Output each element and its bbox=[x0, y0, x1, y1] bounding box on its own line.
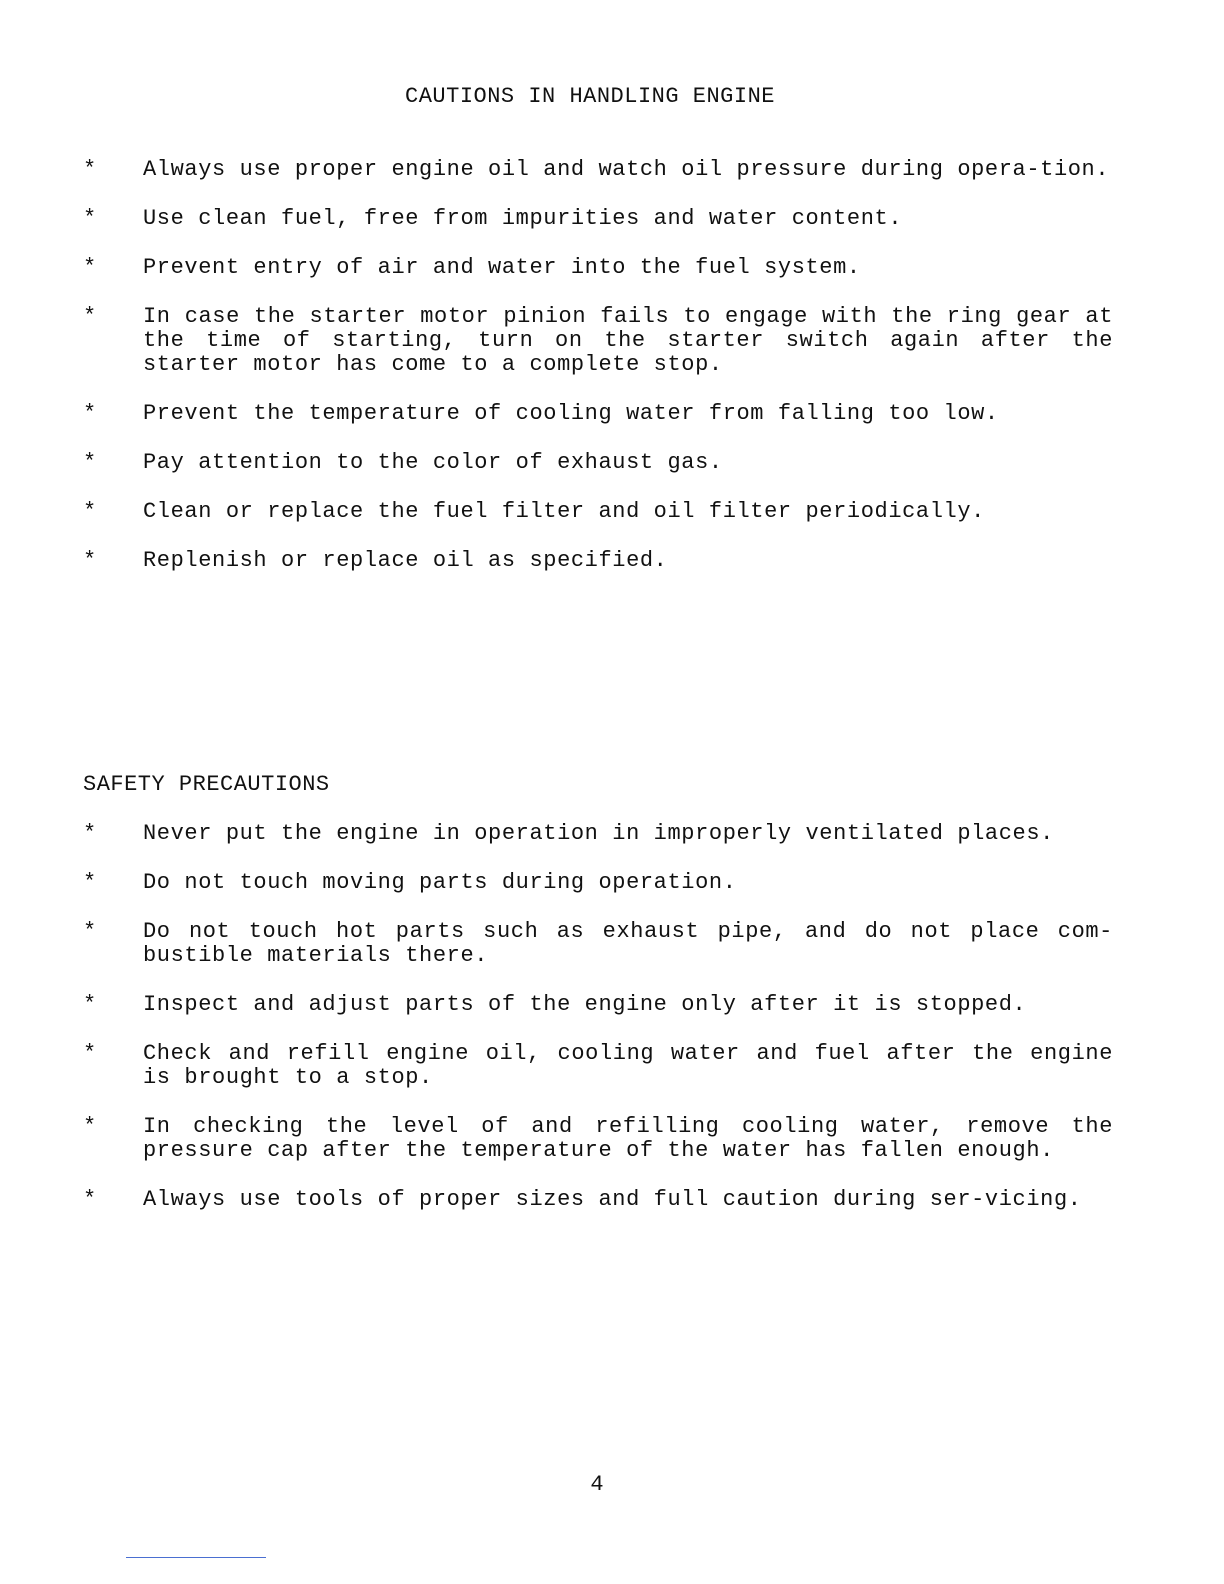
list-item-text: Pay attention to the color of exhaust gas. bbox=[143, 450, 723, 475]
list-item-text: Check and refill engine oil, cooling water and fuel after the engine is brought to a stop. bbox=[143, 1041, 1113, 1090]
list-item bbox=[83, 993, 1113, 1017]
list-item-text: Replenish or replace oil as specified. bbox=[143, 548, 668, 573]
list-item bbox=[83, 305, 1113, 377]
safety-heading: SAFETY PRECAUTIONS bbox=[83, 772, 330, 797]
safety-list bbox=[83, 822, 1113, 1237]
list-item bbox=[83, 1042, 1113, 1090]
bullet-asterisk: * bbox=[83, 548, 97, 573]
list-item-text: Clean or replace the fuel filter and oil filter periodically. bbox=[143, 499, 985, 524]
list-item bbox=[83, 1188, 1113, 1212]
bullet-asterisk: * bbox=[83, 255, 97, 280]
cautions-heading: CAUTIONS IN HANDLING ENGINE bbox=[405, 84, 775, 109]
bullet-asterisk: * bbox=[83, 401, 97, 426]
list-item bbox=[83, 256, 1113, 280]
bullet-asterisk: * bbox=[83, 499, 97, 524]
list-item-text: Do not touch moving parts during operation. bbox=[143, 870, 737, 895]
cautions-list bbox=[83, 158, 1113, 598]
bullet-asterisk: * bbox=[83, 1187, 97, 1212]
list-item-text: Do not touch hot parts such as exhaust pipe, and do not place com-bustible materials there. bbox=[143, 919, 1113, 968]
bullet-asterisk: * bbox=[83, 304, 97, 329]
list-item bbox=[83, 402, 1113, 426]
list-item bbox=[83, 451, 1113, 475]
list-item-text: Use clean fuel, free from impurities and water content. bbox=[143, 206, 903, 231]
bullet-asterisk: * bbox=[83, 1041, 97, 1066]
list-item bbox=[83, 1115, 1113, 1163]
list-item-text: Never put the engine in operation in improperly ventilated places. bbox=[143, 821, 1054, 846]
list-item bbox=[83, 822, 1113, 846]
bullet-asterisk: * bbox=[83, 919, 97, 944]
list-item-text: Inspect and adjust parts of the engine only after it is stopped. bbox=[143, 992, 1027, 1017]
list-item-text: Prevent the temperature of cooling water from falling too low. bbox=[143, 401, 999, 426]
bullet-asterisk: * bbox=[83, 1114, 97, 1139]
list-item bbox=[83, 500, 1113, 524]
list-item bbox=[83, 207, 1113, 231]
footer-divider bbox=[126, 1557, 266, 1558]
bullet-asterisk: * bbox=[83, 206, 97, 231]
bullet-asterisk: * bbox=[83, 992, 97, 1017]
bullet-asterisk: * bbox=[83, 157, 97, 182]
list-item bbox=[83, 549, 1113, 573]
bullet-asterisk: * bbox=[83, 870, 97, 895]
bullet-asterisk: * bbox=[83, 821, 97, 846]
list-item bbox=[83, 920, 1113, 968]
page-number: 4 bbox=[590, 1472, 604, 1497]
list-item bbox=[83, 871, 1113, 895]
list-item-text: Always use proper engine oil and watch oil pressure during opera-tion. bbox=[143, 157, 1110, 182]
list-item-text: In checking the level of and refilling cooling water, remove the pressure cap after the temperature of the water has fallen enough. bbox=[143, 1114, 1113, 1163]
list-item-text: In case the starter motor pinion fails to engage with the ring gear at the time of starting, turn on the starter switch again after the starter motor has come to a complete stop. bbox=[143, 304, 1113, 377]
list-item-text: Prevent entry of air and water into the fuel system. bbox=[143, 255, 861, 280]
bullet-asterisk: * bbox=[83, 450, 97, 475]
list-item-text: Always use tools of proper sizes and full caution during ser-vicing. bbox=[143, 1187, 1082, 1212]
list-item bbox=[83, 158, 1113, 182]
